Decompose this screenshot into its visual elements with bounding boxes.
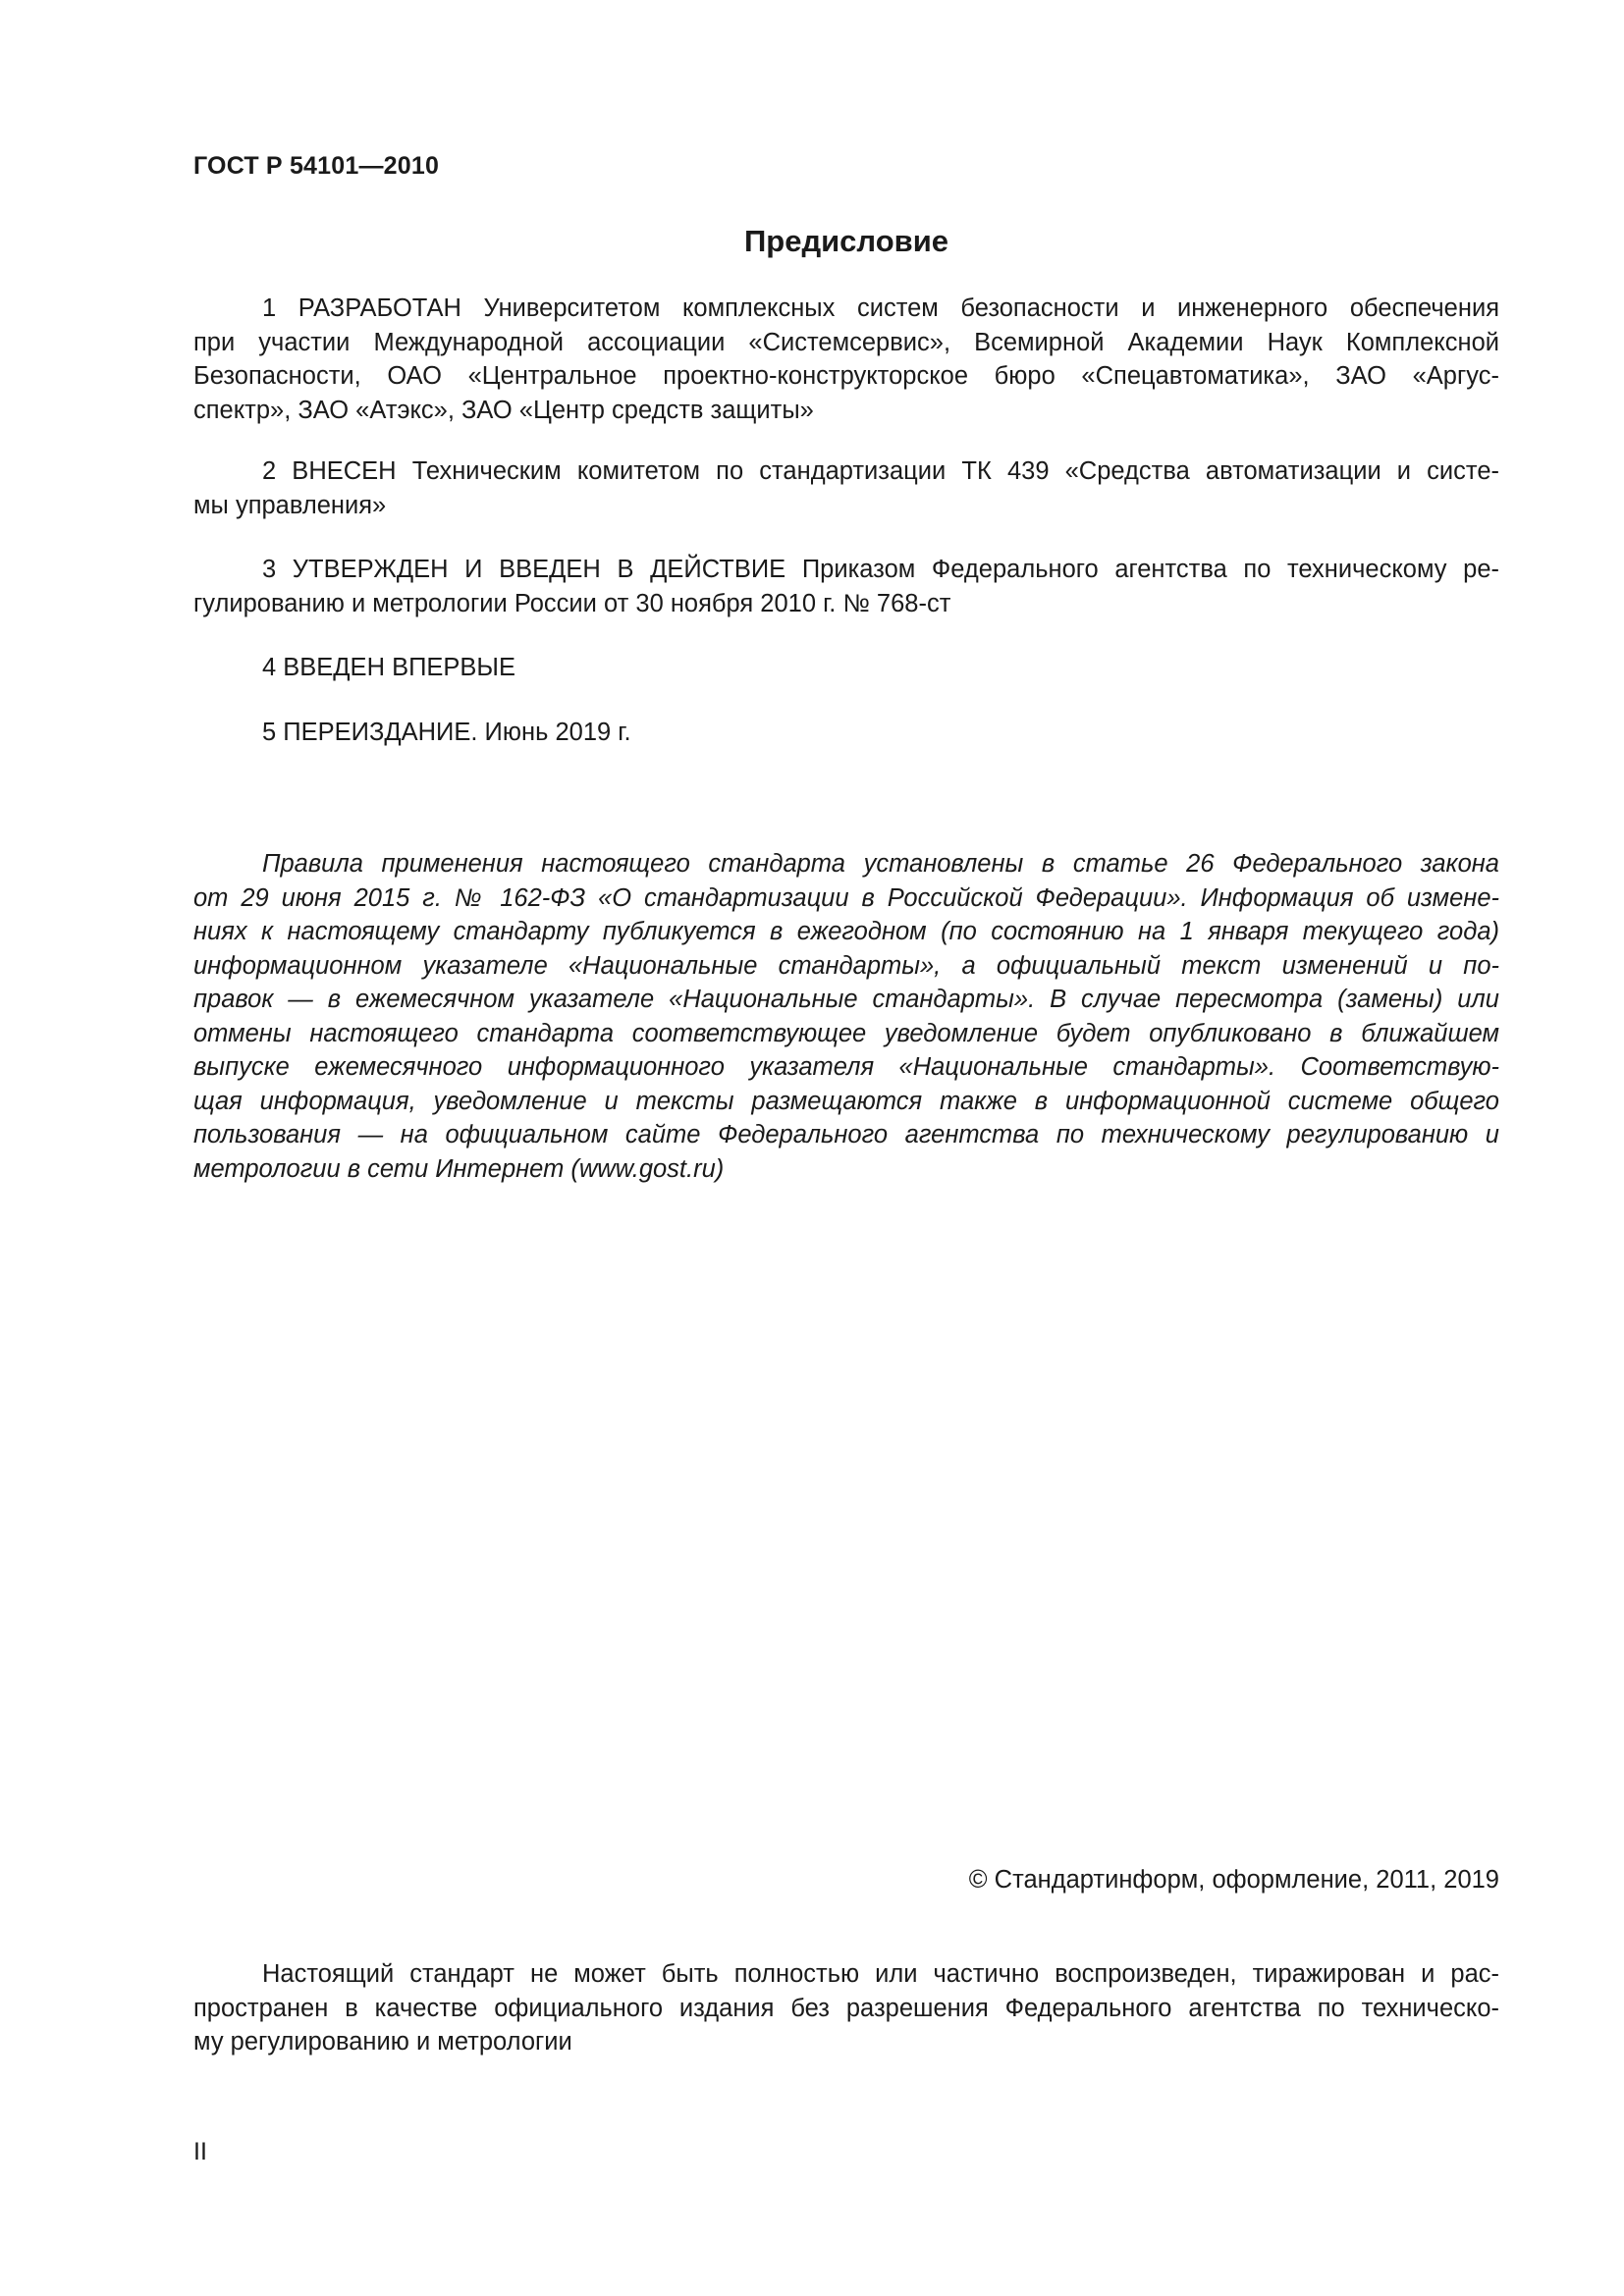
standard-usage-notice	[193, 847, 1499, 1186]
notice-line: Правила применения настоящего стандарта установлены в статье 26 Федерального закона	[262, 850, 1499, 878]
preface-item-1-line: спектр», ЗАО «Атэкс», ЗАО «Центр средств защиты»	[193, 396, 814, 424]
preface-item-5	[193, 716, 1499, 750]
notice-line: правок — в ежемесячном указателе «Национальные стандарты». В случае пересмотра (замены) или	[193, 986, 1499, 1013]
notice-line: от 29 июня 2015 г. № 162-ФЗ «О стандартизации в Российской Федерации». Информация об измене-	[193, 883, 1499, 912]
notice-line: пользования — на официальном сайте Федерального агентства по техническому регулированию и	[193, 1121, 1499, 1148]
copyright-notice: © Стандартинформ, оформление, 2011, 2019	[968, 1866, 1499, 1894]
notice-line: ниях к настоящему стандарту публикуется в ежегодном (по состоянию на 1 января текущего года)	[193, 918, 1499, 945]
preface-item-3-line: 3 УТВЕРЖДЕН И ВВЕДЕН В ДЕЙСТВИЕ Приказом Федерального агентства по техническому ре-	[262, 556, 1499, 583]
preface-item-3	[193, 553, 1499, 620]
notice-line: информационном указателе «Национальные стандарты», а официальный текст изменений и по-	[193, 951, 1499, 980]
reproduction-line: Настоящий стандарт не может быть полностью или частично воспроизведен, тиражирован и рас-	[262, 1960, 1499, 1988]
notice-line: выпуске ежемесячного информационного указателя «Национальные стандарты». Соответствую-	[193, 1053, 1499, 1081]
page-number: II	[193, 2138, 207, 2165]
preface-item-1-line: Безопасности, ОАО «Центральное проектно-конструкторское бюро «Спецавтоматика», ЗАО «Аргус-	[193, 362, 1499, 390]
preface-item-2	[193, 454, 1499, 522]
preface-item-1-line: 1 РАЗРАБОТАН Университетом комплексных систем безопасности и инженерного обеспечения	[262, 294, 1499, 322]
preface-item-4	[193, 651, 1499, 685]
reproduction-line: му регулированию и метрологии	[193, 2028, 572, 2056]
notice-line: щая информация, уведомление и тексты размещаются также в информационной системе общего	[193, 1087, 1499, 1115]
standard-code: ГОСТ Р 54101—2010	[193, 152, 440, 180]
preface-item-3-line: гулированию и метрологии России от 30 ноября 2010 г. № 768-ст	[193, 589, 951, 617]
preface-item-1	[193, 292, 1499, 427]
page-title: Предисловие	[743, 224, 948, 258]
preface-item-2-line: 2 ВНЕСЕН Техническим комитетом по стандартизации ТК 439 «Средства автоматизации и систе-	[262, 457, 1499, 485]
preface-item-1-line: при участии Международной ассоциации «Системсервис», Всемирной Академии Наук Комплексной	[193, 328, 1499, 356]
reproduction-restriction	[193, 1957, 1499, 2059]
notice-line: метрологии в сети Интернет (www.gost.ru)	[193, 1154, 725, 1183]
notice-line: отмены настоящего стандарта соответствующее уведомление будет опубликовано в ближайшем	[193, 1019, 1499, 1047]
reproduction-line: пространен в качестве официального издания без разрешения Федерального агентства по техническо-	[193, 1994, 1499, 2022]
preface-item-5-line: 5 ПЕРЕИЗДАНИЕ. Июнь 2019 г.	[262, 719, 631, 746]
preface-item-4-line: 4 ВВЕДЕН ВПЕРВЫЕ	[262, 654, 516, 681]
preface-item-2-line: мы управления»	[193, 491, 387, 519]
